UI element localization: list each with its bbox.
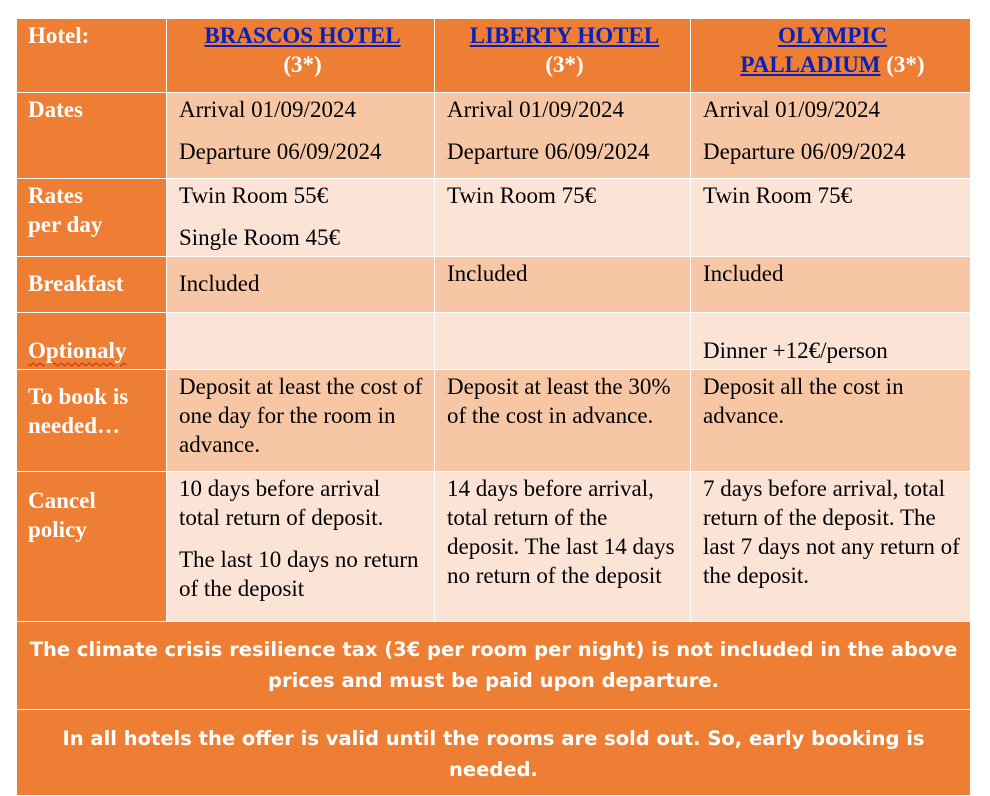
offer-note-row	[17, 710, 971, 796]
tax-note: The climate crisis resilience tax (3€ per room per night) is not included in the above prices and must be paid upon departure.	[17, 622, 971, 710]
olympic-optional: Dinner +12€/person	[691, 313, 971, 370]
dates-row	[17, 93, 971, 179]
brascos-twin-rate: Twin Room 55€	[179, 183, 329, 208]
liberty-booking: Deposit at least the 30% of the cost in advance.	[435, 370, 691, 472]
brascos-dates	[167, 93, 435, 179]
optional-label-text: Optionaly	[28, 338, 127, 363]
olympic-hotel-link-line1[interactable]: OLYMPIC	[777, 23, 888, 48]
breakfast-label: Breakfast	[17, 257, 167, 313]
olympic-rates	[691, 179, 971, 257]
liberty-cancel: 14 days before arrival, total return of the deposit. The last 14 days no return of the deposit	[435, 472, 691, 622]
brascos-breakfast: Included	[167, 257, 435, 313]
liberty-arrival: Arrival 01/09/2024	[447, 97, 624, 122]
brascos-optional	[167, 313, 435, 370]
rates-label-line2: per day	[28, 212, 103, 237]
olympic-hotel-link-line2[interactable]: PALLADIUM	[740, 52, 881, 77]
brascos-stars: (3*)	[283, 52, 322, 77]
olympic-dates	[691, 93, 971, 179]
cancel-row	[17, 472, 971, 622]
liberty-twin-rate: Twin Room 75€	[447, 183, 597, 208]
cancel-label	[17, 472, 167, 622]
brascos-rates	[167, 179, 435, 257]
rates-label-line1: Rates	[28, 183, 83, 208]
booking-label-line1: To book is	[28, 384, 129, 409]
tax-note-row	[17, 622, 971, 710]
brascos-departure: Departure 06/09/2024	[179, 139, 382, 164]
liberty-hotel-link[interactable]: LIBERTY HOTEL	[469, 23, 660, 48]
brascos-single-rate: Single Room 45€	[179, 225, 341, 250]
brascos-arrival: Arrival 01/09/2024	[179, 97, 356, 122]
olympic-booking: Deposit all the cost in advance.	[691, 370, 971, 472]
header-olympic	[691, 19, 971, 93]
hotel-offer-table	[16, 18, 970, 796]
brascos-hotel-link[interactable]: BRASCOS HOTEL	[204, 23, 401, 48]
cancel-label-line1: Cancel	[28, 488, 96, 513]
olympic-arrival: Arrival 01/09/2024	[703, 97, 880, 122]
olympic-breakfast: Included	[691, 257, 971, 313]
header-row	[17, 19, 971, 93]
cancel-label-line2: policy	[28, 517, 87, 542]
offer-note: In all hotels the offer is valid until the rooms are sold out. So, early booking is needed.	[17, 710, 971, 796]
brascos-cancel-p2: The last 10 days no return of the deposit	[179, 547, 419, 601]
olympic-stars: (3*)	[886, 52, 925, 77]
olympic-twin-rate: Twin Room 75€	[703, 183, 853, 208]
liberty-breakfast: Included	[435, 257, 691, 313]
breakfast-row	[17, 257, 971, 313]
header-label: Hotel:	[17, 19, 167, 93]
rates-label	[17, 179, 167, 257]
liberty-stars: (3*)	[545, 52, 584, 77]
brascos-cancel	[167, 472, 435, 622]
liberty-rates	[435, 179, 691, 257]
brascos-booking: Deposit at least the cost of one day for the room in advance.	[167, 370, 435, 472]
rates-row	[17, 179, 971, 257]
header-liberty	[435, 19, 691, 93]
booking-label-line2: needed…	[28, 413, 120, 438]
liberty-departure: Departure 06/09/2024	[447, 139, 650, 164]
olympic-departure: Departure 06/09/2024	[703, 139, 906, 164]
header-brascos	[167, 19, 435, 93]
liberty-optional	[435, 313, 691, 370]
booking-row	[17, 370, 971, 472]
liberty-dates	[435, 93, 691, 179]
optional-label	[17, 313, 167, 370]
dates-label: Dates	[17, 93, 167, 179]
booking-label	[17, 370, 167, 472]
olympic-cancel: 7 days before arrival, total return of the deposit. The last 7 days not any return of the deposit.	[691, 472, 971, 622]
optional-row	[17, 313, 971, 370]
brascos-cancel-p1: 10 days before arrival total return of deposit.	[179, 476, 384, 530]
